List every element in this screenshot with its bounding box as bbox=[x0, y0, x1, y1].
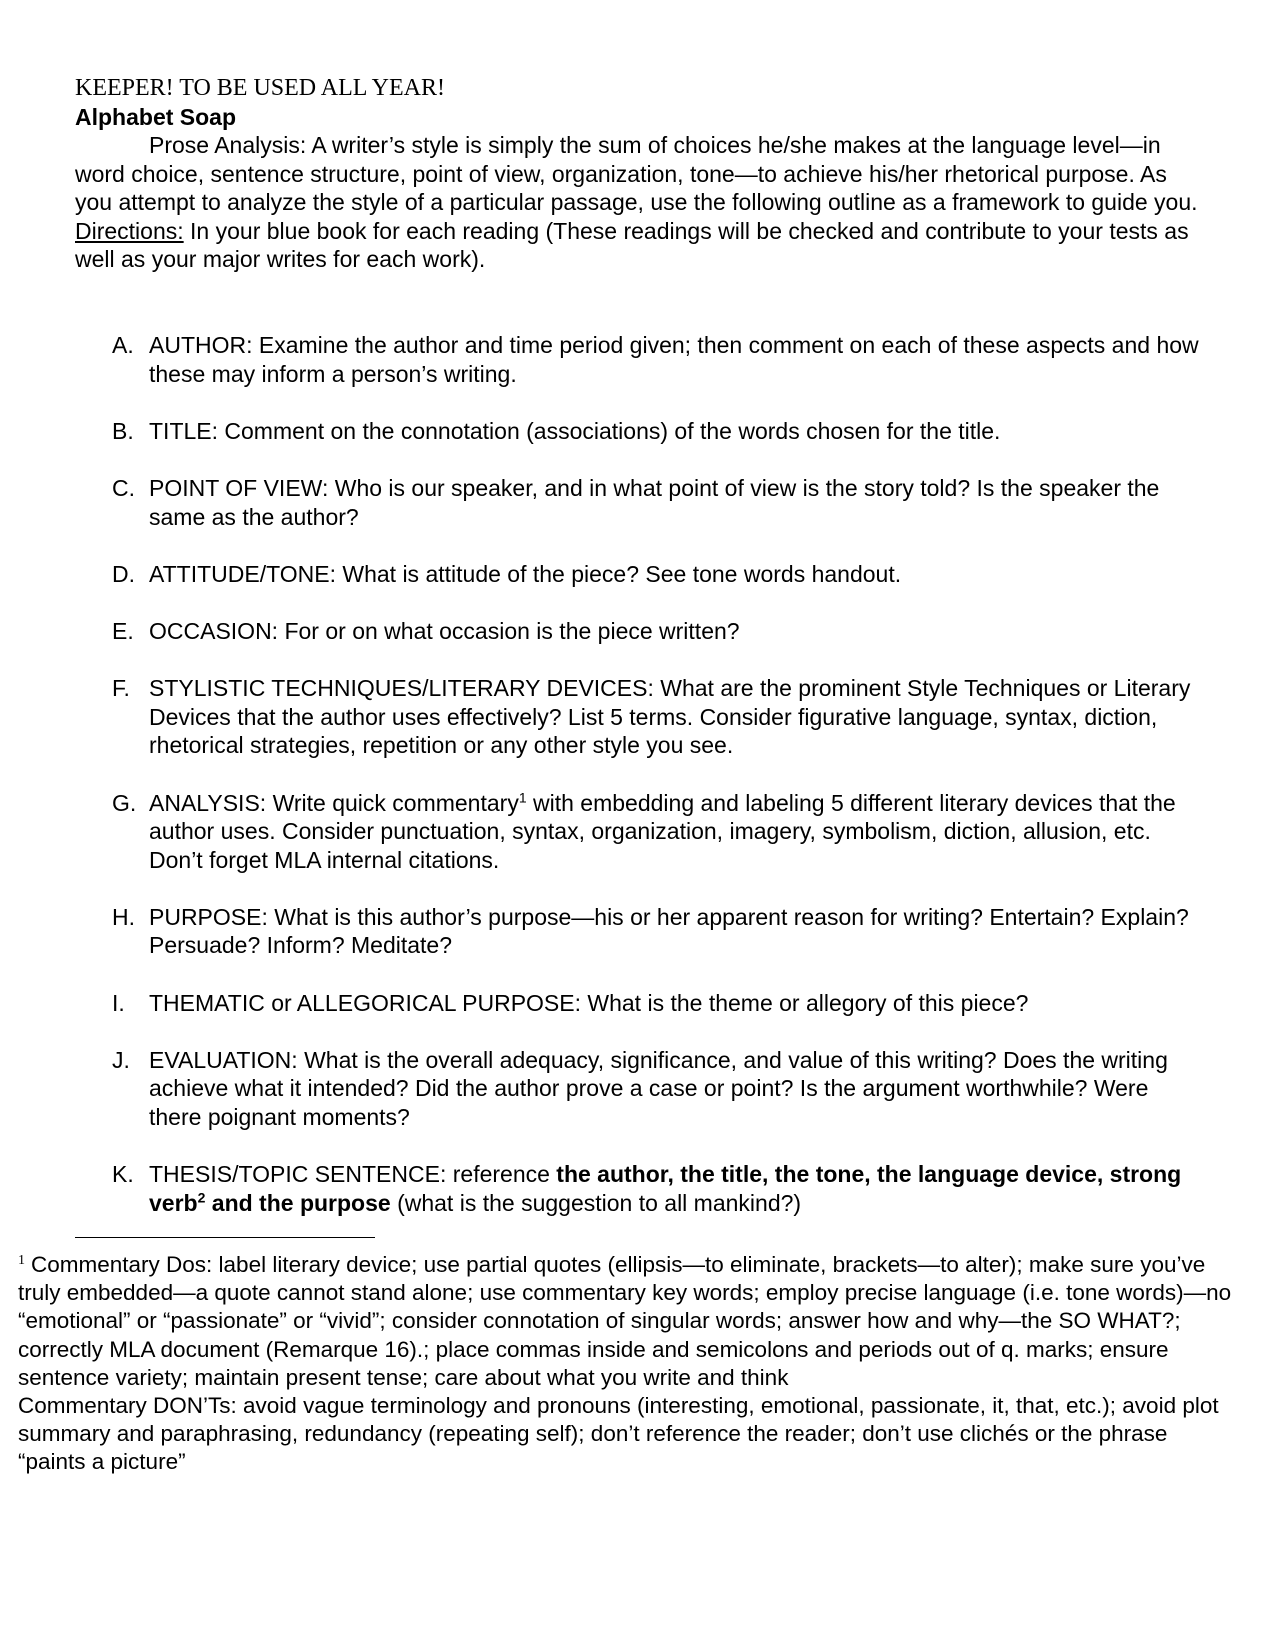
footnote-text: Commentary Dos: label literary device; use partial quotes (ellipsis—to eliminate, brackets—to alter); make sure you’ve truly embedded—a quote cannot stand alone; use commentary key words; employ precise language (i.e. tone words)—no “emotional” or “passionate” or “vivid”; consider connotation of singular words; answer how and why—the SO WHAT?; correctly MLA document (Remarque 16).; place commas inside and semicolons and periods out of q. marks; ensure sentence variety; maintain present tense; care about what you write and think bbox=[18, 1252, 1232, 1390]
intro-section bbox=[75, 131, 1205, 274]
directions-text: In your blue book for each reading (These readings will be checked and contribute to your tests as well as your major writes for each work). bbox=[75, 217, 1189, 273]
footnote-dos bbox=[18, 1251, 1233, 1392]
footnote-ref-2: 2 bbox=[197, 1189, 206, 1206]
footnote-donts: Commentary DON’Ts: avoid vague terminology and pronouns (interesting, emotional, passionate, it, that, etc.); avoid plot summary and paraphrasing, redundancy (repeating self); don’t reference the reader; don’t use clichés or the phrase “paints a picture” bbox=[18, 1393, 1219, 1475]
item-text: ATTITUDE/TONE: What is attitude of the piece? See tone words handout. bbox=[149, 560, 902, 587]
list-item-evaluation bbox=[75, 1046, 1205, 1132]
list-item-stylistic-techniques bbox=[75, 674, 1205, 760]
item-letter: F. bbox=[112, 675, 130, 702]
item-text: OCCASION: For or on what occasion is the piece written? bbox=[149, 617, 740, 644]
item-bold-text-end: and the purpose bbox=[205, 1189, 391, 1216]
list-item-thematic-purpose bbox=[75, 989, 1205, 1018]
item-bold-text: the author, the title, the tone, the language device, strong verb bbox=[149, 1161, 1182, 1216]
keeper-heading: KEEPER! TO BE USED ALL YEAR! bbox=[75, 75, 445, 101]
item-letter: E. bbox=[112, 617, 134, 644]
document-title: Alphabet Soap bbox=[75, 104, 237, 130]
item-letter: I. bbox=[112, 989, 125, 1016]
soap-outline-list bbox=[75, 331, 1205, 1246]
list-item-title bbox=[75, 417, 1205, 446]
item-text-end: (what is the suggestion to all mankind?) bbox=[390, 1189, 802, 1216]
item-text: THEMATIC or ALLEGORICAL PURPOSE: What is the theme or allegory of this piece? bbox=[149, 989, 1029, 1016]
list-item-attitude-tone bbox=[75, 560, 1205, 589]
item-letter: D. bbox=[112, 560, 135, 587]
item-text: EVALUATION: What is the overall adequacy, significance, and value of this writing? Does the writing achieve what it intended? Did the author prove a case or point? Is the argument worthwhile? Were there poignant moments? bbox=[149, 1046, 1168, 1131]
list-item-point-of-view bbox=[75, 474, 1205, 531]
item-text-start: ANALYSIS: Write quick commentary bbox=[149, 789, 519, 816]
item-letter: G. bbox=[112, 789, 137, 816]
footnote bbox=[18, 1251, 1233, 1477]
list-item-purpose bbox=[75, 903, 1205, 960]
intro-paragraph: Prose Analysis: A writer’s style is simply the sum of choices he/she makes at the language level—in word choice, sentence structure, point of view, organization, tone—to achieve his/her rhetorical purpose. As you attempt to analyze the style of a particular passage, use the following outline as a framework to guide you. bbox=[75, 132, 1198, 216]
item-text-start: THESIS/TOPIC SENTENCE: reference bbox=[149, 1161, 557, 1188]
list-item-author bbox=[75, 331, 1205, 388]
item-letter: H. bbox=[112, 903, 135, 930]
item-text-end: with embedding and labeling 5 different literary devices that the author uses. Consider punctuation, syntax, organization, imagery, symbolism, diction, allusion, etc. Don’t forget MLA internal citations. bbox=[149, 789, 1176, 873]
footnote-divider bbox=[75, 1237, 375, 1238]
item-text: TITLE: Comment on the connotation (associations) of the words chosen for the title. bbox=[149, 417, 1001, 444]
footnote-mark: 1 bbox=[18, 1252, 25, 1268]
list-item-thesis bbox=[75, 1160, 1205, 1217]
item-letter: B. bbox=[112, 417, 134, 444]
item-text: PURPOSE: What is this author’s purpose—his or her apparent reason for writing? Entertain? Explain? Persuade? Inform? Meditate? bbox=[149, 903, 1189, 959]
footnote-ref-1: 1 bbox=[518, 788, 527, 805]
item-letter: A. bbox=[112, 332, 134, 358]
item-text: POINT OF VIEW: Who is our speaker, and in what point of view is the story told? Is the speaker the same as the author? bbox=[149, 474, 1160, 530]
item-letter: C. bbox=[112, 474, 135, 501]
item-text: STYLISTIC TECHNIQUES/LITERARY DEVICES: What are the prominent Style Techniques or Literary Devices that the author uses effectively? List 5 terms. Consider figurative language, syntax, diction, rhetorical strategies, repetition or any other style you see. bbox=[149, 675, 1191, 759]
list-item-occasion bbox=[75, 617, 1205, 646]
directions-paragraph bbox=[75, 217, 1205, 274]
item-letter: K. bbox=[112, 1161, 134, 1188]
list-item-analysis bbox=[75, 789, 1205, 875]
directions-label: Directions: bbox=[75, 217, 184, 244]
item-letter: J. bbox=[112, 1046, 130, 1073]
item-text: AUTHOR: Examine the author and time period given; then comment on each of these aspects and how these may inform a person’s writing. bbox=[149, 332, 1199, 387]
